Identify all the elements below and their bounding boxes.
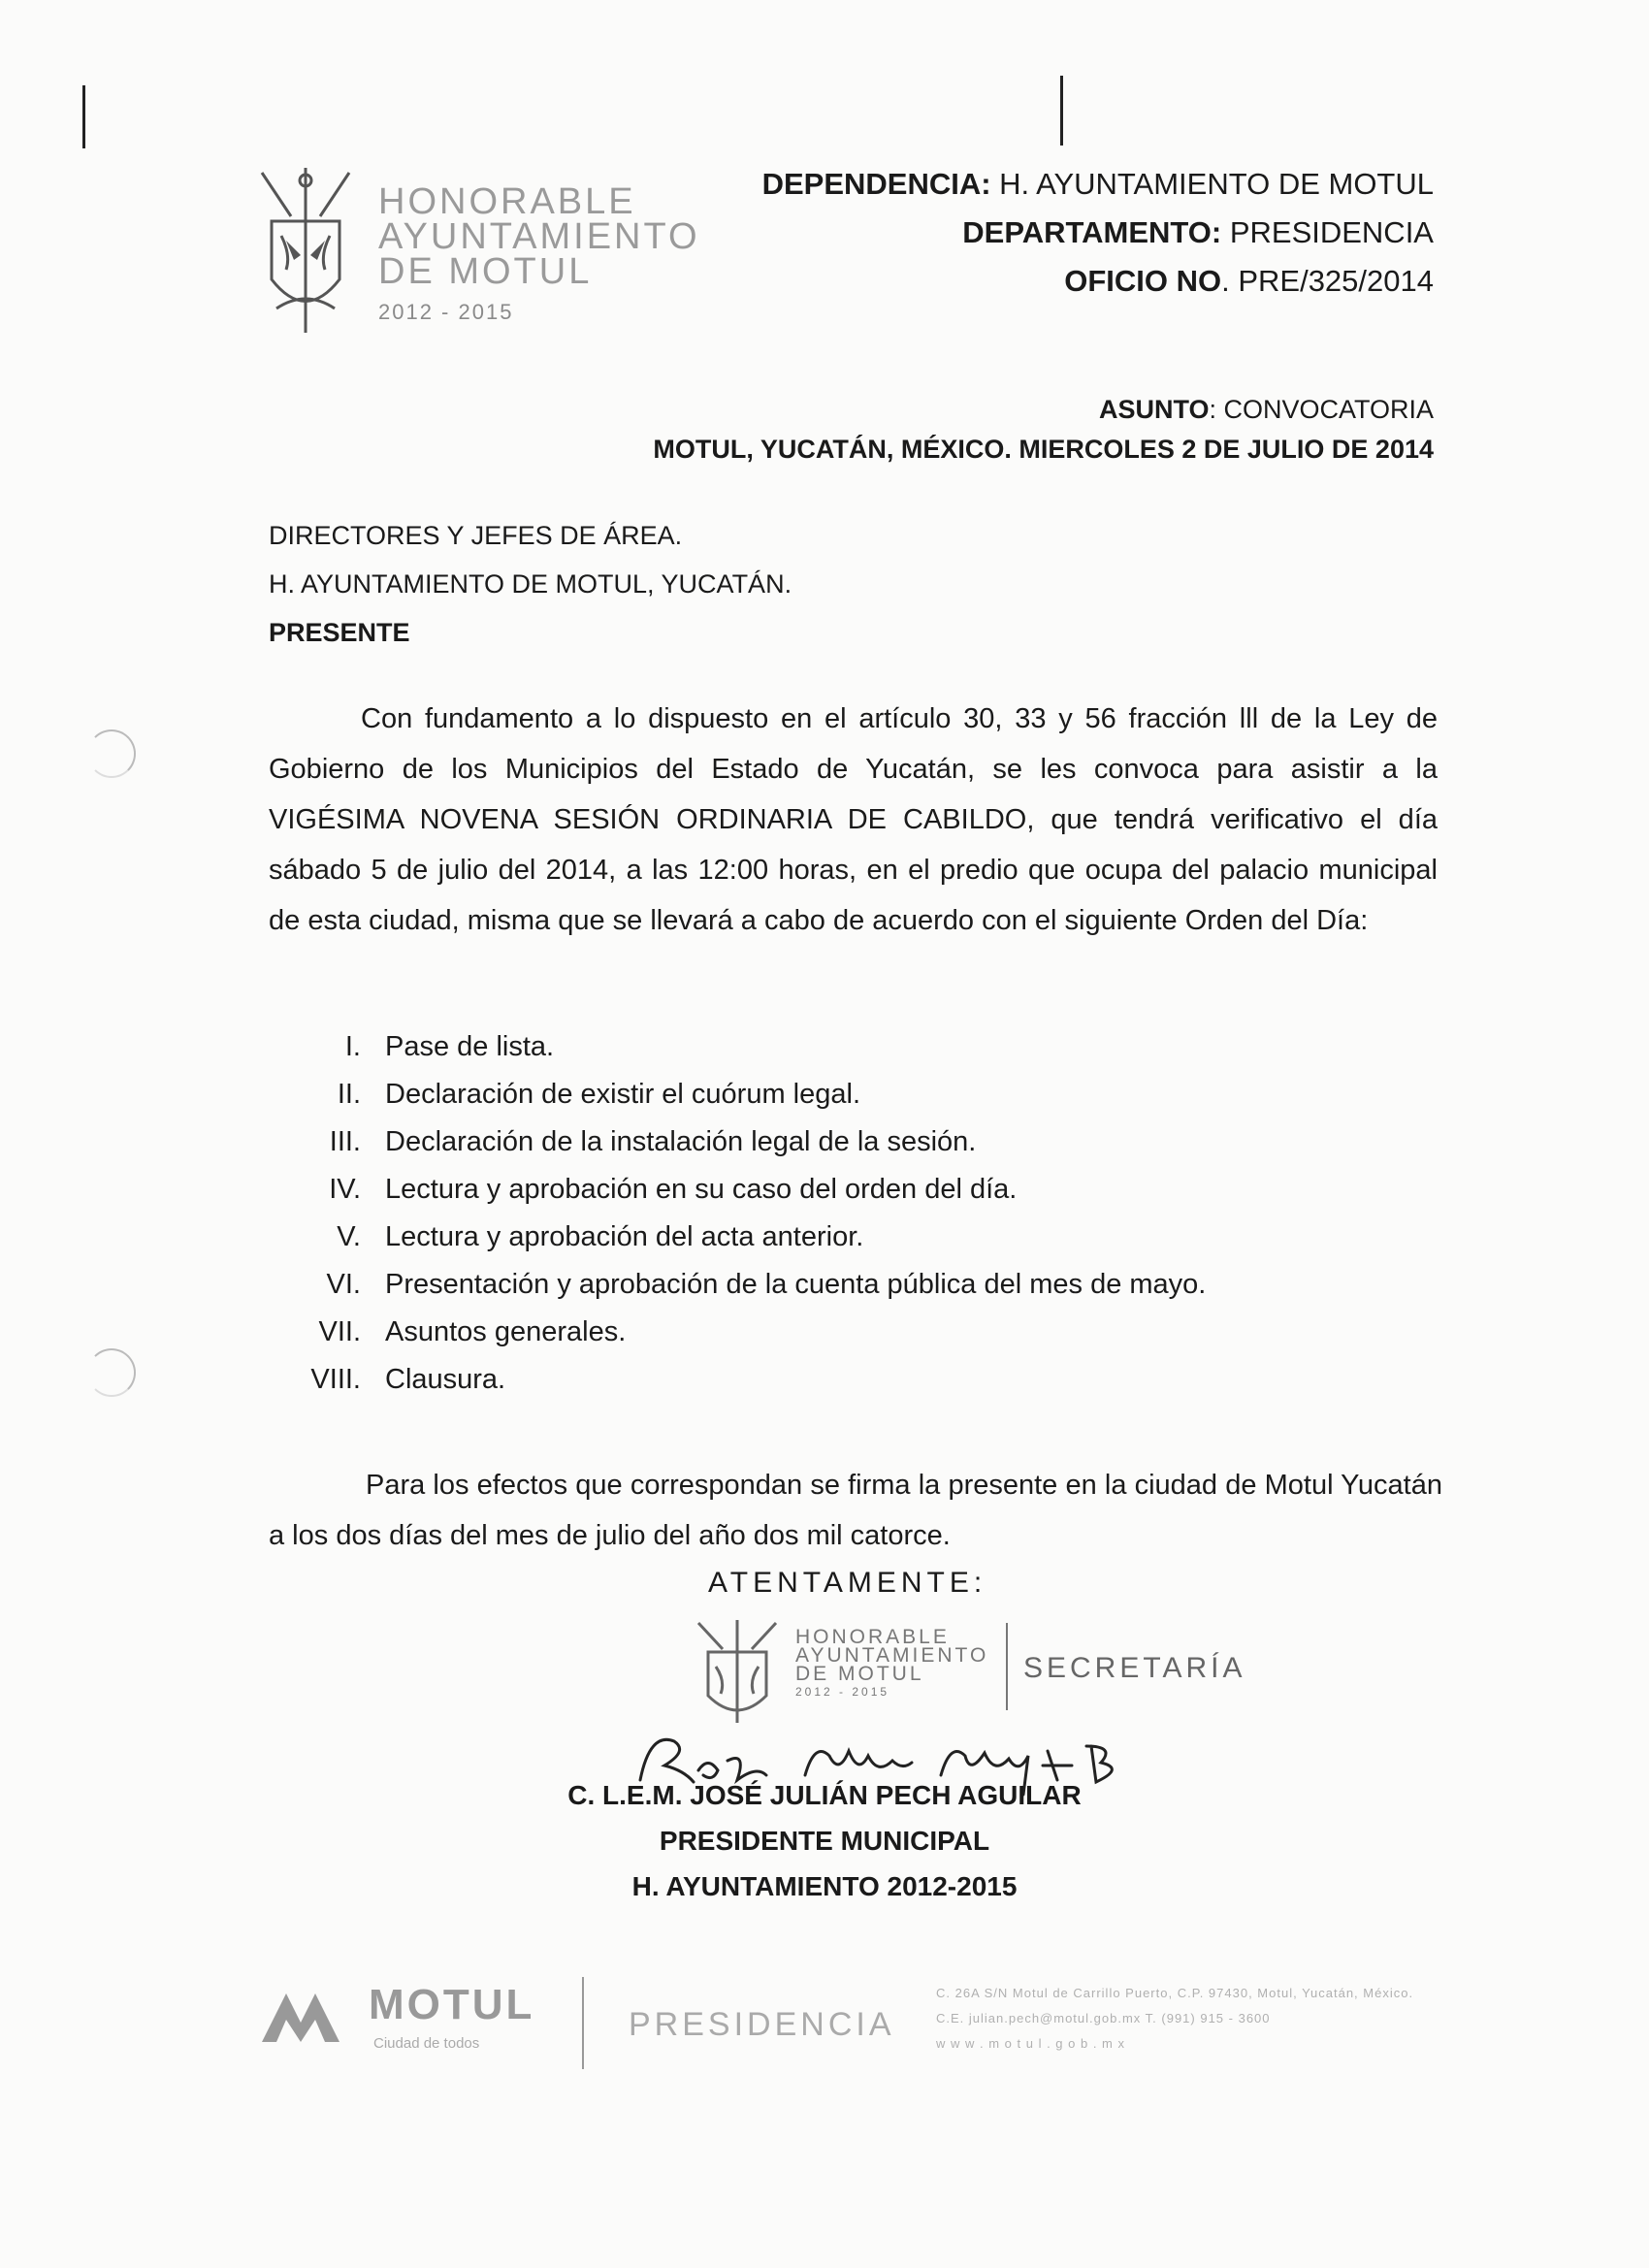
oficio-label: OFICIO NO [1064, 264, 1222, 298]
agenda-item [269, 1118, 1206, 1166]
agenda-list [269, 1023, 1206, 1404]
agenda-text: Clausura. [385, 1364, 506, 1395]
departamento-line [762, 209, 1434, 257]
atentamente: ATENTAMENTE: [708, 1567, 987, 1599]
agenda-num: III. [329, 1126, 361, 1157]
asunto-label: ASUNTO [1098, 395, 1210, 424]
punch-hole-top [87, 729, 136, 778]
footer-contact [936, 1981, 1413, 2057]
agenda-text: Presentación y aprobación de la cuenta pública del mes de mayo. [385, 1269, 1207, 1300]
footer-web: w w w . m o t u l . g o b . m x [936, 2036, 1125, 2051]
agenda-text: Asuntos generales. [385, 1316, 627, 1347]
agenda-num: I. [344, 1031, 361, 1062]
stamp-separator [1006, 1623, 1008, 1710]
asunto-line [1099, 388, 1434, 431]
agenda-item [269, 1309, 1206, 1356]
body-paragraph [269, 694, 1438, 946]
footer-brand: MOTUL [369, 1981, 535, 2028]
recipient-line-1: DIRECTORES Y JEFES DE ÁREA. [269, 521, 683, 550]
agenda-num: VI. [326, 1269, 361, 1300]
stamp-secretaria: SECRETARÍA [1023, 1652, 1246, 1684]
agenda-item [269, 1261, 1206, 1309]
agenda-num: VII. [318, 1316, 361, 1347]
agenda-text: Declaración de la instalación legal de la sesión. [385, 1126, 977, 1157]
agenda-num: VIII. [310, 1364, 361, 1395]
footer-tagline: Ciudad de todos [373, 2035, 480, 2052]
agenda-text: Lectura y aprobación en su caso del orden del día. [385, 1174, 1018, 1205]
signer-name: C. L.E.M. JOSÉ JULIÁN PECH AGUILAR [567, 1780, 1082, 1810]
signer-org: H. AYUNTAMIENTO 2012-2015 [631, 1871, 1018, 1901]
secretaria-stamp [674, 1613, 1246, 1730]
agenda-text: Lectura y aprobación del acta anterior. [385, 1221, 864, 1252]
agenda-item [269, 1023, 1206, 1071]
scan-mark-left [82, 85, 85, 148]
stamp-line-3: DE MOTUL [795, 1663, 924, 1685]
departamento-label: DEPARTAMENTO: [962, 215, 1222, 249]
dependencia-label: DEPENDENCIA: [761, 167, 991, 201]
dependencia-value: H. AYUNTAMIENTO DE MOTUL [999, 167, 1434, 201]
stamp-line-2: AYUNTAMIENTO [795, 1644, 989, 1667]
footer-email-phone: C.E. julian.pech@motul.gob.mx T. (991) 915 - 3600 [936, 2011, 1271, 2025]
closing-paragraph [269, 1460, 1442, 1561]
agenda-item [269, 1214, 1206, 1261]
closing-text: Para los efectos que correspondan se firma la presente en la ciudad de Motul Yucatán a los dos días del mes de julio del año dos mil catorce. [269, 1470, 1442, 1551]
agenda-text: Declaración de existir el cuórum legal. [385, 1079, 860, 1110]
recipient-line-2: H. AYUNTAMIENTO DE MOTUL, YUCATÁN. [269, 569, 792, 599]
stamp-crest-icon [689, 1618, 786, 1725]
motul-logo-icon [262, 1989, 359, 2042]
footer-separator [582, 1977, 584, 2069]
agenda-item [269, 1071, 1206, 1118]
stamp-text [795, 1628, 988, 1701]
departamento-value: PRESIDENCIA [1229, 215, 1434, 249]
header-logo-text [378, 181, 700, 330]
scan-mark-center [1060, 76, 1063, 146]
footer-dept: PRESIDENCIA [629, 2006, 895, 2043]
recipients-block [269, 511, 792, 657]
punch-hole-bottom [87, 1348, 136, 1397]
signer-title: PRESIDENTE MUNICIPAL [659, 1826, 990, 1856]
crest-icon [247, 163, 364, 338]
footer-address: C. 26A S/N Motul de Carrillo Puerto, C.P. 97430, Motul, Yucatán, México. [936, 1986, 1414, 2000]
header-logo [247, 163, 700, 347]
place-date: MOTUL, YUCATÁN, MÉXICO. MIERCOLES 2 DE JULIO DE 2014 [653, 435, 1434, 464]
oficio-line [762, 257, 1434, 306]
oficio-value: . PRE/325/2014 [1221, 264, 1434, 298]
agenda-num: IV. [329, 1174, 361, 1205]
dependencia-line [762, 160, 1434, 209]
stamp-years: 2012 - 2015 [795, 1685, 890, 1699]
agenda-item [269, 1166, 1206, 1214]
agenda-num: V. [337, 1221, 361, 1252]
logo-line-3: DE MOTUL [378, 251, 593, 292]
logo-line-2: AYUNTAMIENTO [378, 216, 700, 257]
agenda-item [269, 1356, 1206, 1404]
body-text: Con fundamento a lo dispuesto en el artículo 30, 33 y 56 fracción lll de la Ley de Gobierno de los Municipios del Estado de Yucatán, se les convoca para asistir a la VIGÉSIMA NOVENA SESIÓN ORDINARIA DE CABILDO, que tendrá verificativo el día sábado 5 de julio del 2014, a las 12:00 horas, en el predio que ocupa del palacio municipal de esta ciudad, misma que se llevará a cabo de acuerdo con el siguiente Orden del Día: [269, 703, 1438, 936]
logo-line-1: HONORABLE [378, 181, 636, 222]
agenda-text: Pase de lista. [385, 1031, 555, 1062]
header-info [762, 160, 1434, 306]
footer [262, 1969, 1523, 2076]
recipient-line-3: PRESENTE [269, 618, 410, 647]
asunto-value: : CONVOCATORIA [1209, 395, 1434, 424]
signer-block [0, 1772, 1649, 1909]
agenda-num: II. [337, 1079, 361, 1110]
stamp-line-1: HONORABLE [795, 1626, 950, 1648]
logo-years: 2012 - 2015 [378, 300, 514, 324]
